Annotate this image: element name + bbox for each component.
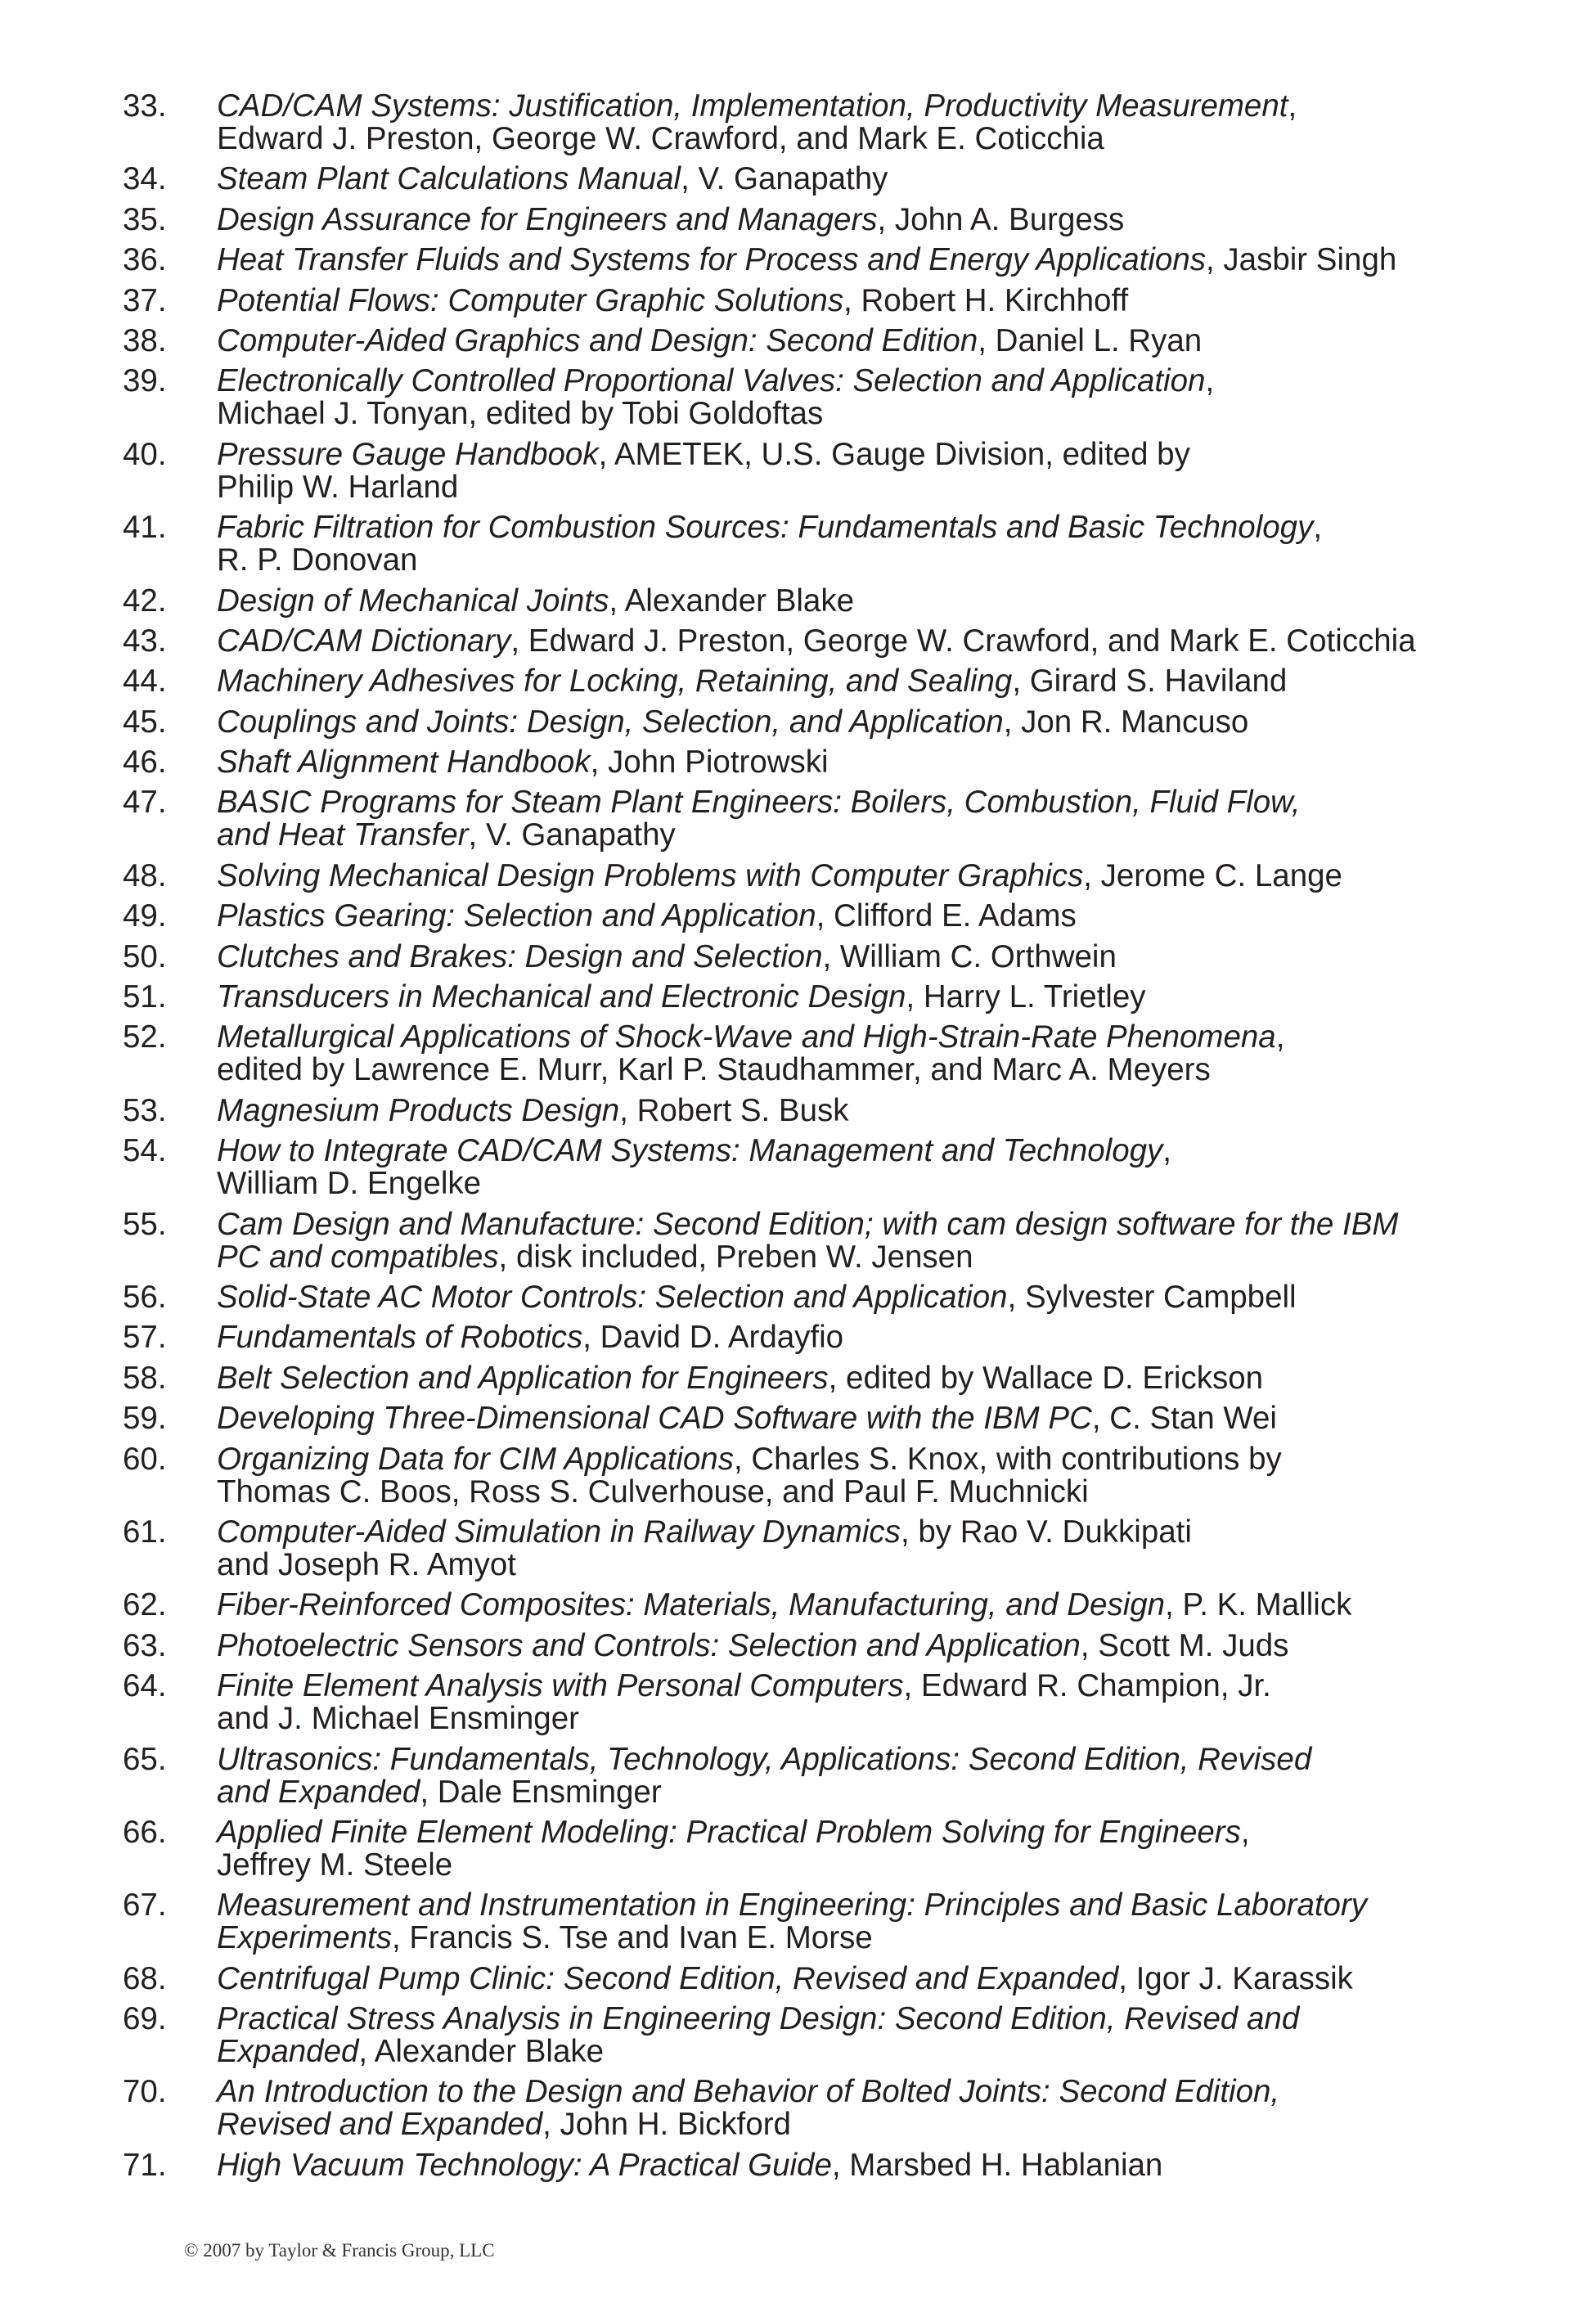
list-item [123, 625, 1481, 658]
entry-number: 58. [123, 1360, 167, 1396]
entry-number: 71. [123, 2147, 167, 2183]
book-credits: , Michael J. Tonyan, edited by Tobi Goldoftas [217, 363, 1215, 432]
entry-text [217, 201, 1481, 237]
entry-text [217, 1743, 1481, 1809]
entry-text [217, 857, 1481, 893]
book-credits: , V. Ganapathy [681, 161, 888, 197]
entry-number: 40. [123, 436, 167, 472]
book-title: High Vacuum Technology: A Practical Guide [217, 2147, 832, 2183]
entry-number: 62. [123, 1587, 167, 1623]
entry-number: 38. [123, 322, 167, 358]
entry-number: 55. [123, 1206, 167, 1242]
book-credits: , Sylvester Campbell [1007, 1279, 1297, 1315]
book-title: Solving Mechanical Design Problems with Computer Graphics [217, 857, 1084, 893]
entry-text [217, 585, 1481, 618]
list-item [123, 365, 1481, 430]
entry-number: 51. [123, 979, 167, 1015]
book-title: Design Assurance for Engineers and Managers [217, 201, 878, 237]
list-item [123, 436, 1481, 505]
book-title: Design of Mechanical Joints [217, 583, 609, 619]
book-credits: , Edward R. Champion, Jr. and J. Michael Ensminger [217, 1668, 1271, 1737]
entry-text [217, 1208, 1481, 1274]
book-title: Practical Stress Analysis in Engineering Design: Second Edition, Revised and Expanded [217, 2001, 1300, 2070]
entry-number: 57. [123, 1320, 167, 1356]
book-title: Organizing Data for CIM Applications [217, 1441, 734, 1477]
list-item [123, 282, 1481, 318]
entry-text [217, 1321, 1481, 1354]
list-item [123, 2149, 1481, 2182]
entry-text [217, 1627, 1481, 1663]
book-credits: , disk included, Preben W. Jensen [498, 1239, 973, 1275]
book-credits: , Jeffrey M. Steele [217, 1814, 1250, 1883]
book-credits: , Edward J. Preston, George W. Crawford, and Mark E. Coticchia [510, 623, 1416, 659]
list-item [123, 981, 1481, 1014]
entry-number: 45. [123, 704, 167, 740]
list-item [123, 1670, 1481, 1735]
entry-text [217, 900, 1481, 933]
list-item [123, 746, 1481, 779]
book-credits: , Robert H. Kirchhoff [843, 282, 1129, 318]
entry-number: 37. [123, 282, 167, 318]
entry-number: 69. [123, 2001, 167, 2037]
list-item [123, 244, 1481, 277]
book-credits: , David D. Ardayfio [582, 1320, 844, 1356]
entry-text [217, 786, 1481, 852]
entry-text [217, 2149, 1481, 2182]
list-item [123, 322, 1481, 358]
book-title: Fabric Filtration for Combustion Sources: Fundamentals and Basic Technology [217, 510, 1314, 546]
list-item [123, 163, 1481, 196]
book-title: Shaft Alignment Handbook [217, 745, 591, 781]
book-credits: , P. K. Mallick [1165, 1587, 1352, 1623]
book-credits: , Marsbed H. Hablanian [831, 2147, 1163, 2183]
book-credits: , William C. Orthwein [822, 938, 1117, 974]
list-item [123, 1889, 1481, 1955]
entry-text [217, 244, 1481, 277]
book-credits: , Alexander Blake [358, 2034, 605, 2070]
book-credits: , Dale Ensminger [420, 1774, 662, 1810]
copyright-footer: © 2007 by Taylor & Francis Group, LLC [184, 2240, 495, 2261]
list-item [123, 1627, 1481, 1663]
book-title: Computer-Aided Simulation in Railway Dynamics [217, 1514, 901, 1550]
book-title: An Introduction to the Design and Behavior of Bolted Joints: Second Edition, Revised and Expanded [217, 2074, 1280, 2143]
entry-text [217, 1443, 1481, 1509]
entry-text [217, 981, 1481, 1014]
book-title: Belt Selection and Application for Engineers [217, 1360, 829, 1396]
entry-number: 33. [123, 88, 167, 124]
entry-number: 67. [123, 1887, 167, 1923]
book-credits: , by Rao V. Dukkipati and Joseph R. Amyot [217, 1514, 1192, 1582]
entry-number: 65. [123, 1741, 167, 1777]
book-title: Potential Flows: Computer Graphic Solutions [217, 282, 844, 318]
book-title: How to Integrate CAD/CAM Systems: Management and Technology [217, 1133, 1163, 1169]
list-item [123, 1743, 1481, 1809]
entry-number: 39. [123, 363, 167, 399]
list-item [123, 900, 1481, 933]
book-credits: , John A. Burgess [877, 201, 1125, 237]
entry-number: 49. [123, 898, 167, 934]
list-item [123, 1092, 1481, 1128]
book-credits: , Alexander Blake [609, 583, 854, 619]
list-item [123, 90, 1481, 155]
book-title: Finite Element Analysis with Personal Computers [217, 1668, 904, 1704]
book-credits: , C. Stan Wei [1091, 1401, 1277, 1437]
entry-number: 35. [123, 201, 167, 237]
book-credits: , Charles S. Knox, with contributions by Thomas C. Boos, Ross S. Culverhouse, and Paul F. Muchnicki [217, 1441, 1282, 1509]
entry-number: 64. [123, 1668, 167, 1704]
book-title: CAD/CAM Systems: Justification, Implementation, Productivity Measurement [217, 88, 1288, 124]
book-series-list [123, 90, 1481, 2189]
entry-number: 47. [123, 785, 167, 821]
entry-text [217, 1281, 1481, 1314]
book-title: CAD/CAM Dictionary [217, 623, 511, 659]
list-item [123, 585, 1481, 618]
book-credits: , Igor J. Karassik [1118, 1960, 1353, 1996]
list-item [123, 1321, 1481, 1354]
entry-text [217, 322, 1481, 358]
entry-text [217, 1816, 1481, 1882]
book-credits: , V. Ganapathy [468, 817, 676, 853]
book-credits: , edited by Lawrence E. Murr, Karl P. Staudhammer, and Marc A. Meyers [217, 1019, 1285, 1088]
entry-number: 63. [123, 1627, 167, 1663]
entry-text [217, 1092, 1481, 1128]
book-credits: , Jon R. Mancuso [1003, 704, 1249, 740]
entry-text [217, 436, 1481, 505]
entry-text [217, 665, 1481, 698]
book-title: Machinery Adhesives for Locking, Retaining, and Sealing [217, 664, 1013, 700]
book-title: Computer-Aided Graphics and Design: Second Edition [217, 322, 978, 358]
list-item [123, 1135, 1481, 1200]
list-item [123, 1516, 1481, 1581]
entry-text [217, 1889, 1481, 1955]
book-title: Heat Transfer Fluids and Systems for Process and Energy Applications [217, 242, 1207, 278]
entry-text [217, 1670, 1481, 1735]
book-title: Applied Finite Element Modeling: Practical Problem Solving for Engineers [217, 1814, 1241, 1850]
list-item [123, 1816, 1481, 1882]
book-title: BASIC Programs for Steam Plant Engineers: Boilers, Combustion, Fluid Flow, and Heat Transfer [217, 785, 1301, 853]
entry-number: 59. [123, 1401, 167, 1437]
list-item [123, 786, 1481, 852]
entry-text [217, 1362, 1481, 1395]
entry-number: 52. [123, 1019, 167, 1055]
entry-number: 68. [123, 1960, 167, 1996]
entry-number: 46. [123, 745, 167, 781]
book-title: Magnesium Products Design [217, 1092, 620, 1128]
book-title: Plastics Gearing: Selection and Application [217, 898, 816, 934]
book-credits: , edited by Wallace D. Erickson [828, 1360, 1264, 1396]
entry-number: 41. [123, 510, 167, 546]
entry-number: 48. [123, 857, 167, 893]
book-credits: , Robert S. Busk [619, 1092, 849, 1128]
book-title: Electronically Controlled Proportional Valves: Selection and Application [217, 363, 1206, 399]
entry-text [217, 746, 1481, 779]
book-title: Photoelectric Sensors and Controls: Selection and Application [217, 1627, 1081, 1663]
book-credits: , Jasbir Singh [1206, 242, 1397, 278]
list-item [123, 511, 1481, 577]
book-title: Centrifugal Pump Clinic: Second Edition, Revised and Expanded [217, 1960, 1119, 1996]
book-title: Fiber-Reinforced Composites: Materials, Manufacturing, and Design [217, 1587, 1166, 1623]
list-item [123, 1402, 1481, 1435]
entry-text [217, 625, 1481, 658]
list-item [123, 2003, 1481, 2068]
book-title: Steam Plant Calculations Manual [217, 161, 681, 197]
book-title: Clutches and Brakes: Design and Selection [217, 938, 823, 974]
book-credits: , Jerome C. Lange [1083, 857, 1342, 893]
entry-number: 60. [123, 1441, 167, 1477]
entry-number: 43. [123, 623, 167, 659]
entry-text [217, 2076, 1481, 2141]
book-credits: , Daniel L. Ryan [978, 322, 1203, 358]
entry-number: 54. [123, 1133, 167, 1169]
entry-text [217, 1021, 1481, 1087]
book-title: Measurement and Instrumentation in Engineering: Principles and Basic Laboratory Experiments [217, 1887, 1368, 1956]
list-item [123, 1443, 1481, 1509]
book-credits: , Scott M. Juds [1080, 1627, 1289, 1663]
entry-text [217, 1516, 1481, 1581]
list-item [123, 1281, 1481, 1314]
book-credits: , AMETEK, U.S. Gauge Division, edited by Philip W. Harland [217, 436, 1190, 505]
list-item [123, 706, 1481, 739]
entry-number: 53. [123, 1092, 167, 1128]
list-item [123, 1208, 1481, 1274]
list-item [123, 1589, 1481, 1622]
entry-number: 70. [123, 2074, 167, 2110]
book-credits: , Girard S. Haviland [1012, 664, 1288, 700]
book-credits: , Edward J. Preston, George W. Crawford, and Mark E. Coticchia [217, 88, 1297, 156]
book-credits: , R. P. Donovan [217, 510, 1323, 578]
book-credits: , Francis S. Tse and Ivan E. Morse [391, 1920, 873, 1956]
list-item [123, 938, 1481, 974]
entry-text [217, 511, 1481, 577]
entry-text [217, 90, 1481, 155]
list-item [123, 857, 1481, 893]
book-credits: , John Piotrowski [590, 745, 829, 781]
entry-text [217, 706, 1481, 739]
entry-number: 50. [123, 938, 167, 974]
entry-text [217, 1589, 1481, 1622]
entry-text [217, 282, 1481, 318]
book-credits: , Harry L. Trietley [906, 979, 1146, 1015]
entry-number: 34. [123, 161, 167, 197]
entry-text [217, 938, 1481, 974]
list-item [123, 1960, 1481, 1996]
list-item [123, 1362, 1481, 1395]
entry-text [217, 365, 1481, 430]
entry-number: 44. [123, 664, 167, 700]
book-title: Solid-State AC Motor Controls: Selection and Application [217, 1279, 1008, 1315]
book-title: Ultrasonics: Fundamentals, Technology, Applications: Second Edition, Revised and Expanded [217, 1741, 1312, 1810]
book-title: Metallurgical Applications of Shock-Wave and High-Strain-Rate Phenomena [217, 1019, 1276, 1055]
list-item [123, 1021, 1481, 1087]
book-title: Pressure Gauge Handbook [217, 436, 599, 472]
entry-text [217, 163, 1481, 196]
entry-number: 66. [123, 1814, 167, 1850]
entry-number: 61. [123, 1514, 167, 1550]
book-credits: , William D. Engelke [217, 1133, 1171, 1202]
book-credits: , John H. Bickford [542, 2107, 791, 2143]
book-title: Developing Three-Dimensional CAD Software with the IBM PC [217, 1401, 1092, 1437]
entry-text [217, 1135, 1481, 1200]
entry-number: 42. [123, 583, 167, 619]
entry-text [217, 1960, 1481, 1996]
book-credits: , Clifford E. Adams [816, 898, 1077, 934]
book-title: Cam Design and Manufacture: Second Edition; with cam design software for the IBM PC and compatibles [217, 1206, 1399, 1275]
list-item [123, 665, 1481, 698]
book-title: Transducers in Mechanical and Electronic Design [217, 979, 906, 1015]
book-title: Fundamentals of Robotics [217, 1320, 583, 1356]
list-item [123, 2076, 1481, 2141]
entry-text [217, 1402, 1481, 1435]
entry-number: 36. [123, 242, 167, 278]
list-item [123, 201, 1481, 237]
book-title: Couplings and Joints: Design, Selection, and Application [217, 704, 1004, 740]
entry-text [217, 2003, 1481, 2068]
entry-number: 56. [123, 1279, 167, 1315]
